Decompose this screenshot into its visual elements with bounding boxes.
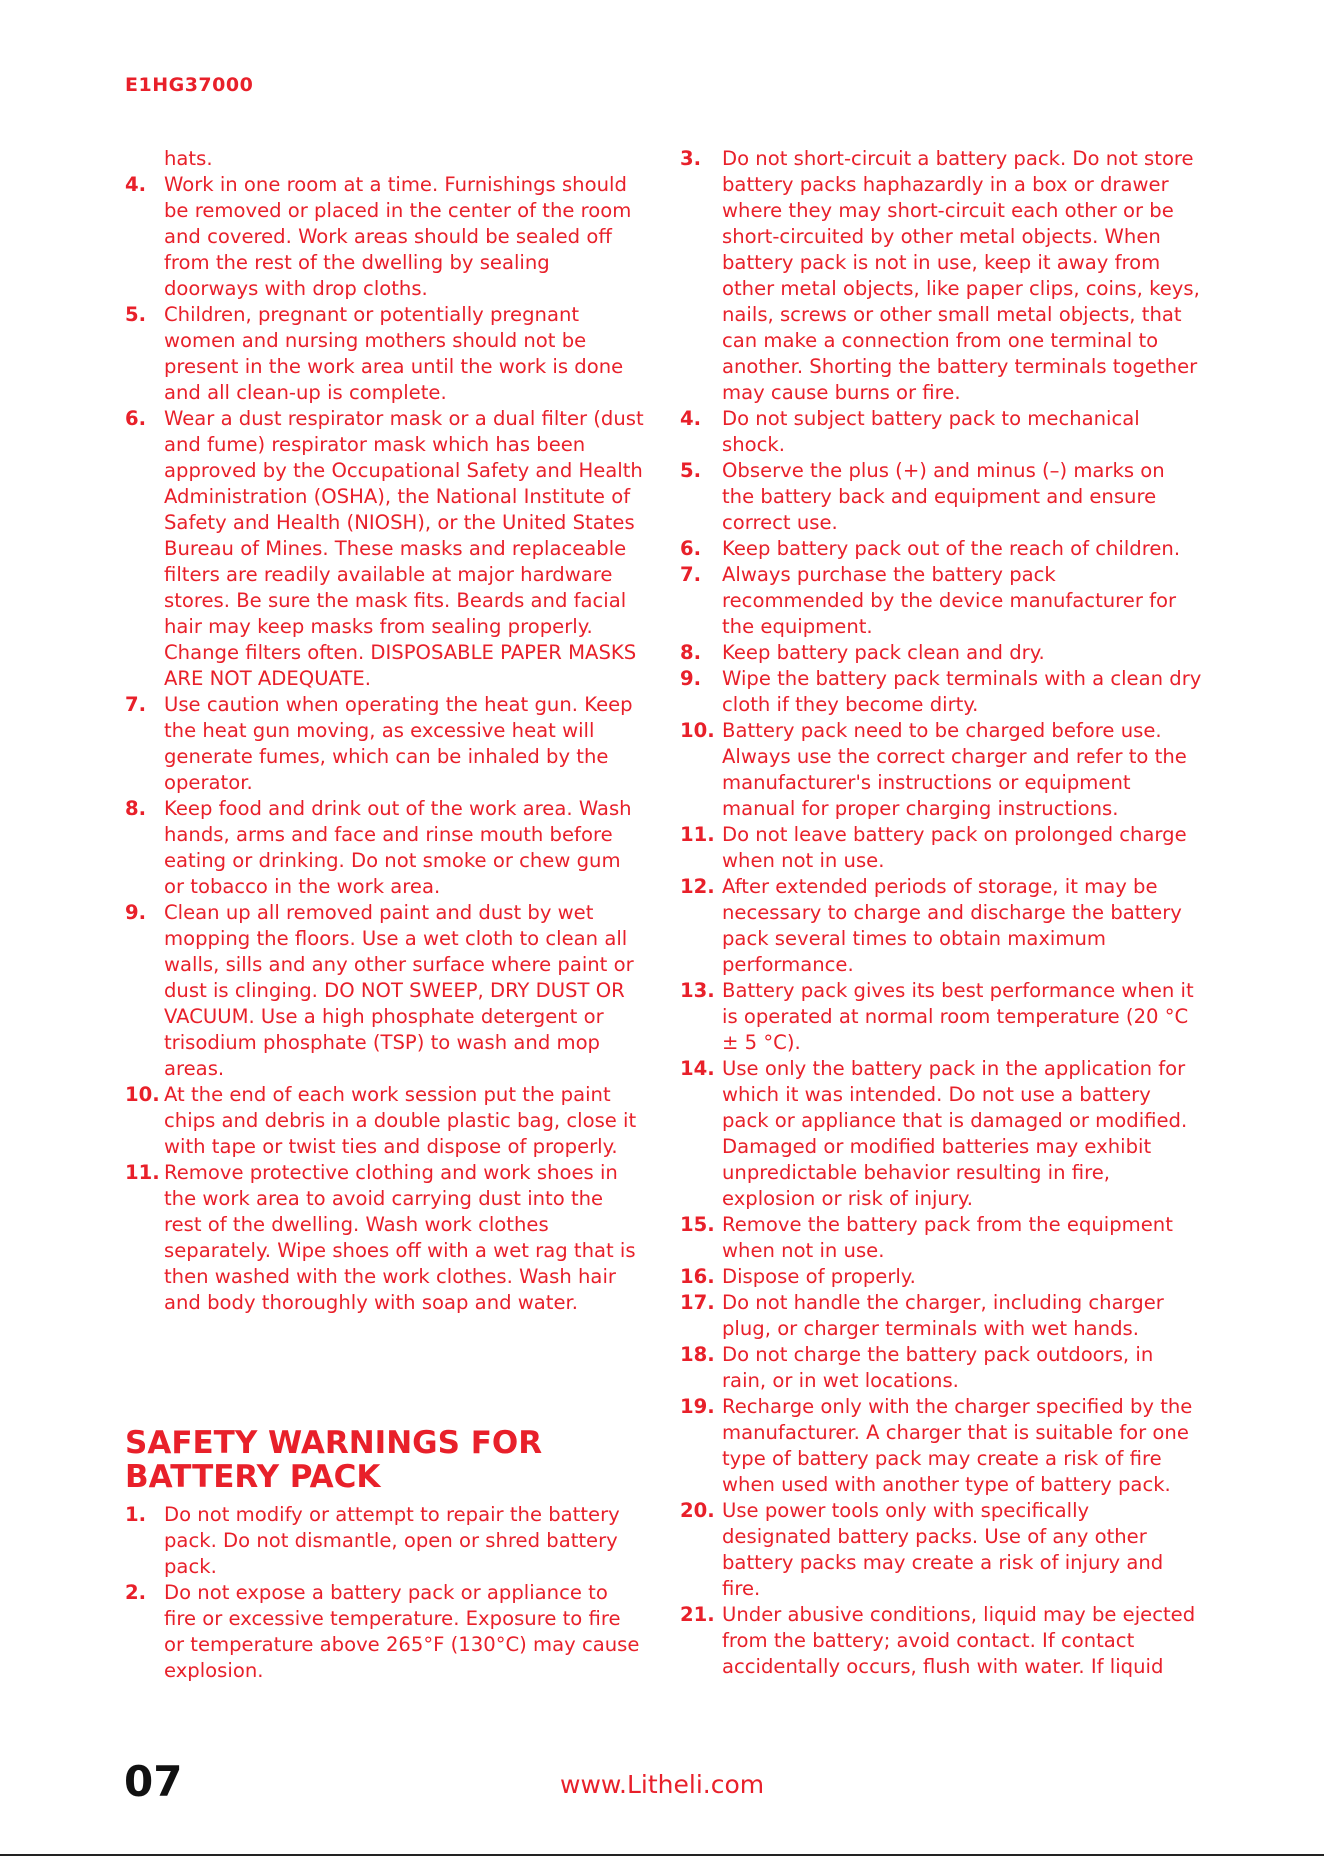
list-item: 19. Recharge only with the charger specified by the manufacturer. A charger that is suitable for one type of battery pack may create a risk of fire when used with another type of battery pack. [680, 1395, 1193, 1496]
list-item: 16. Dispose of properly. [680, 1265, 916, 1288]
list-item: 7. Always purchase the battery pack recommended by the device manufacturer for the equipment. [680, 563, 1177, 638]
list-item: 1. Do not modify or attempt to repair the battery pack. Do not dismantle, open or shred battery pack. [125, 1503, 620, 1578]
bottom-divider [0, 1854, 1324, 1856]
list-item: 13. Battery pack gives its best performance when it is operated at normal room temperature (20 °C ± 5 °C). [680, 979, 1194, 1054]
model-number: E1HG37000 [125, 74, 254, 96]
left-column [125, 146, 645, 1684]
list-item: 17. Do not handle the charger, including charger plug, or charger terminals with wet hands. [680, 1291, 1164, 1340]
list-item: 7. Use caution when operating the heat gun. Keep the heat gun moving, as excessive heat will generate fumes, which can be inhaled by the operator. [125, 693, 633, 794]
list-item: 11. Remove protective clothing and work shoes in the work area to avoid carrying dust into the rest of the dwelling. Wash work clothes separately. Wipe shoes off with a wet rag that is then washed with the work clothes. Wash hair and body thoroughly with soap and water. [125, 1161, 636, 1314]
list-item: 18. Do not charge the battery pack outdoors, in rain, or in wet locations. [680, 1343, 1154, 1392]
section-heading: SAFETY WARNINGS FOR BATTERY PACK [125, 1425, 543, 1495]
list-item: 14. Use only the battery pack in the application for which it was intended. Do not use a battery pack or appliance that is damaged or modified. Damaged or modified batteries may exhibit unpredictable behavior resulting in fire, explosion or risk of injury. [680, 1057, 1188, 1210]
list-item: 6. Keep battery pack out of the reach of children. [680, 537, 1181, 560]
list-item: 5. Observe the plus (+) and minus (–) marks on the battery back and equipment and ensure correct use. [680, 459, 1165, 534]
list-item: 9. Wipe the battery pack terminals with a clean dry cloth if they become dirty. [680, 667, 1202, 716]
website-link[interactable]: www.Litheli.com [560, 1770, 765, 1799]
battery-list [125, 1502, 645, 1684]
list-item: 10. At the end of each work session put the paint chips and debris in a double plastic bag, close it with tape or twist ties and dispose of properly. [125, 1083, 637, 1158]
list-item: 15. Remove the battery pack from the equipment when not in use. [680, 1213, 1173, 1262]
list-item: 8. Keep food and drink out of the work area. Wash hands, arms and face and rinse mouth before eating or drinking. Do not smoke or chew gum or tobacco in the work area. [125, 797, 632, 898]
page-number: 07 [124, 1757, 183, 1806]
list-item: 9. Clean up all removed paint and dust by wet mopping the floors. Use a wet cloth to clean all walls, sills and any other surface where paint or dust is clinging. DO NOT SWEEP, DRY DUST OR VACUUM. Use a high phosphate detergent or trisodium phosphate (TSP) to wash and mop areas. [125, 901, 634, 1080]
list-item: 10. Battery pack need to be charged before use. Always use the correct charger and refer to the manufacturer's instructions or equipment manual for proper charging instructions. [680, 719, 1187, 820]
continued-text: hats. [164, 147, 213, 170]
list-item: 5. Children, pregnant or potentially pregnant women and nursing mothers should not be present in the work area until the work is done and all clean-up is complete. [125, 303, 624, 404]
list-item: 4. Work in one room at a time. Furnishings should be removed or placed in the center of the room and covered. Work areas should be sealed off from the rest of the dwelling by sealing doorways with drop cloths. [125, 173, 632, 300]
right-column [680, 146, 1202, 1680]
list-item: 3. Do not short-circuit a battery pack. Do not store battery packs haphazardly in a box or drawer where they may short-circuit each other or be short-circuited by other metal objects. When battery pack is not in use, keep it away from other metal objects, like paper clips, coins, keys, nails, screws or other small metal objects, that can make a connection from one terminal to another. Shorting the battery terminals together may cause burns or fire. [680, 147, 1200, 404]
list-item: 4. Do not subject battery pack to mechanical shock. [680, 407, 1140, 456]
list-item: 2. Do not expose a battery pack or appliance to fire or excessive temperature. Exposure to fire or temperature above 265°F (130°C) may cause explosion. [125, 1581, 640, 1682]
list-item: 21. Under abusive conditions, liquid may be ejected from the battery; avoid contact. If contact accidentally occurs, flush with water. If liquid [680, 1603, 1196, 1678]
list-item: 11. Do not leave battery pack on prolonged charge when not in use. [680, 823, 1187, 872]
list-item: 20. Use power tools only with specifically designated battery packs. Use of any other battery packs may create a risk of injury and fire. [680, 1499, 1164, 1600]
list-item: 8. Keep battery pack clean and dry. [680, 641, 1045, 664]
list-item: 12. After extended periods of storage, it may be necessary to charge and discharge the battery pack several times to obtain maximum performance. [680, 875, 1182, 976]
right-list [680, 146, 1202, 1680]
left-list [125, 172, 645, 1316]
list-item: 6. Wear a dust respirator mask or a dual filter (dust and fume) respirator mask which has been approved by the Occupational Safety and Health Administration (OSHA), the National Institute of Safety and Health (NIOSH), or the United States Bureau of Mines. These masks and replaceable filters are readily available at major hardware stores. Be sure the mask fits. Beards and facial hair may keep masks from sealing properly. Change filters often. DISPOSABLE PAPER MASKS ARE NOT ADEQUATE. [125, 407, 644, 690]
